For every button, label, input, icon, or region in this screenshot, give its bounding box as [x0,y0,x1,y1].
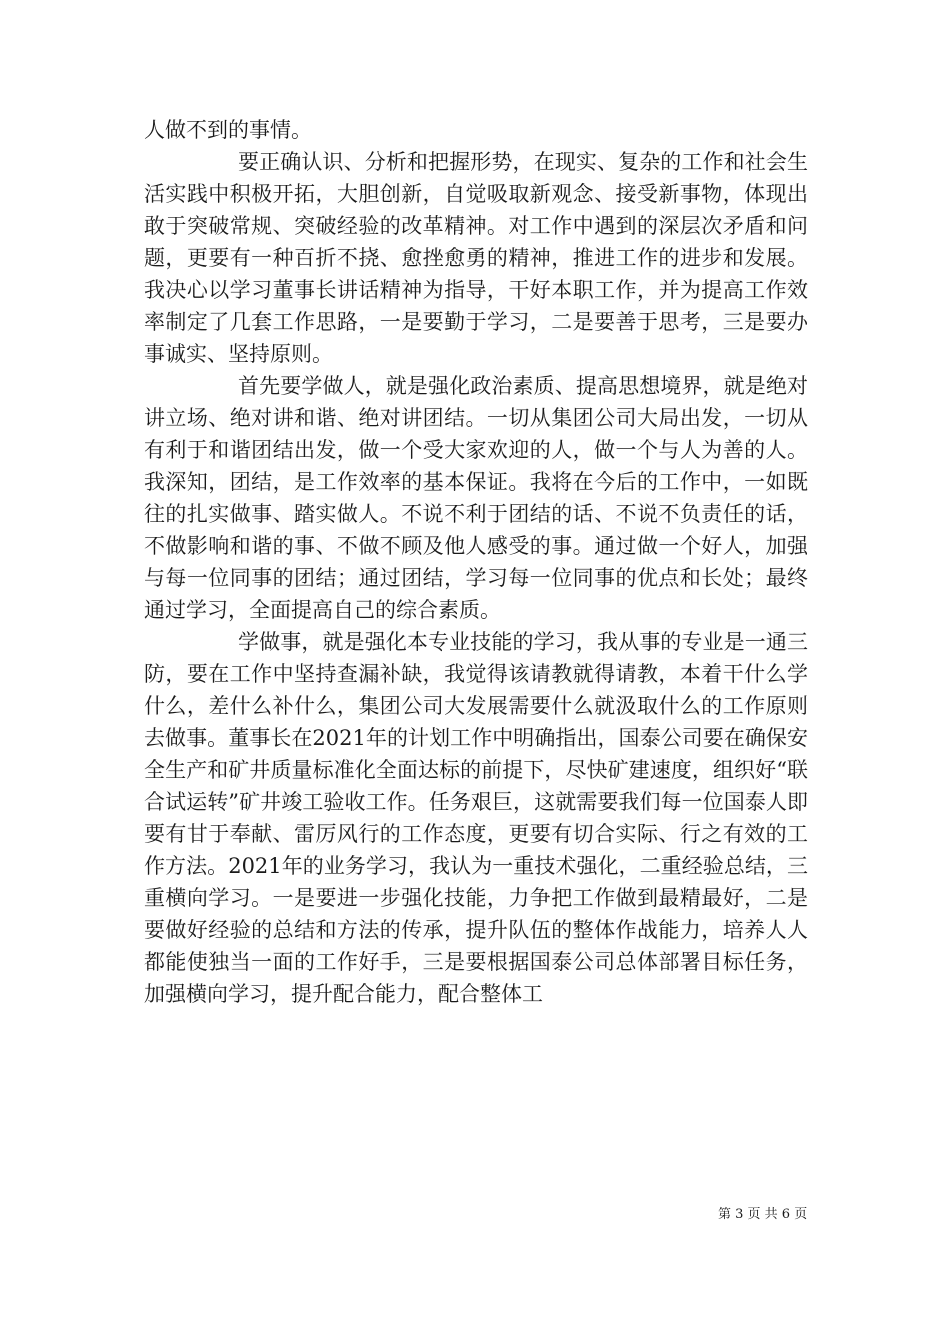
paragraph-learn-to-be: 首先要学做人，就是强化政治素质、提高思想境界，就是绝对讲立场、绝对讲和谐、绝对讲团结。一切从集团公司大局出发，一切从有利于和谐团结出发，做一个受大家欢迎的人，做一个与人为善的人。我深知，团结，是工作效率的基本保证。我将在今后的工作中，一如既往的扎实做事、踏实做人。不说不利于团结的话、不说不负责任的话，不做影响和谐的事、不做不顾及他人感受的事。通过做一个好人，加强与每一位同事的团结；通过团结，学习每一位同事的优点和长处；最终通过学习，全面提高自己的综合素质。 [144,374,808,622]
paragraph-continuation: 人做不到的事情。 [144,118,312,142]
page-number-footer: 第 3 页 共 6 页 [718,1207,808,1222]
paragraph-situation: 要正确认识、分析和把握形势，在现实、复杂的工作和社会生活实践中积极开拓，大胆创新，自觉吸取新观念、接受新事物，体现出敢于突破常规、突破经验的改革精神。对工作中遇到的深层次矛盾和问题，更要有一种百折不挠、愈挫愈勇的精神，推进工作的进步和发展。我决心以学习董事长讲话精神为指导，干好本职工作，并为提高工作效率制定了几套工作思路，一是要勤于学习，二是要善于思考，三是要办事诚实、坚持原则。 [144,150,808,366]
paragraph-learn-to-do: 学做事，就是强化本专业技能的学习，我从事的专业是一通三防，要在工作中坚持查漏补缺，我觉得该请教就得请教，本着干什么学什么，差什么补什么，集团公司大发展需要什么就汲取什么的工作原则去做事。董事长在2021年的计划工作中明确指出，国泰公司要在确保安全生产和矿井质量标准化全面达标的前提下，尽快矿建速度，组织好“联合试运转”矿井竣工验收工作。任务艰巨，这就需要我们每一位国泰人即要有甘于奉献、雷厉风行的工作态度，更要有切合实际、行之有效的工作方法。2021年的业务学习，我认为一重技术强化，二重经验总结，三重横向学习。一是要进一步强化技能，力争把工作做到最精最好，二是要做好经验的总结和方法的传承，提升队伍的整体作战能力，培养人人都能使独当一面的工作好手，三是要根据国泰公司总体部署目标任务，加强横向学习，提升配合能力，配合整体工 [144,630,808,1006]
document-body [144,114,808,1010]
